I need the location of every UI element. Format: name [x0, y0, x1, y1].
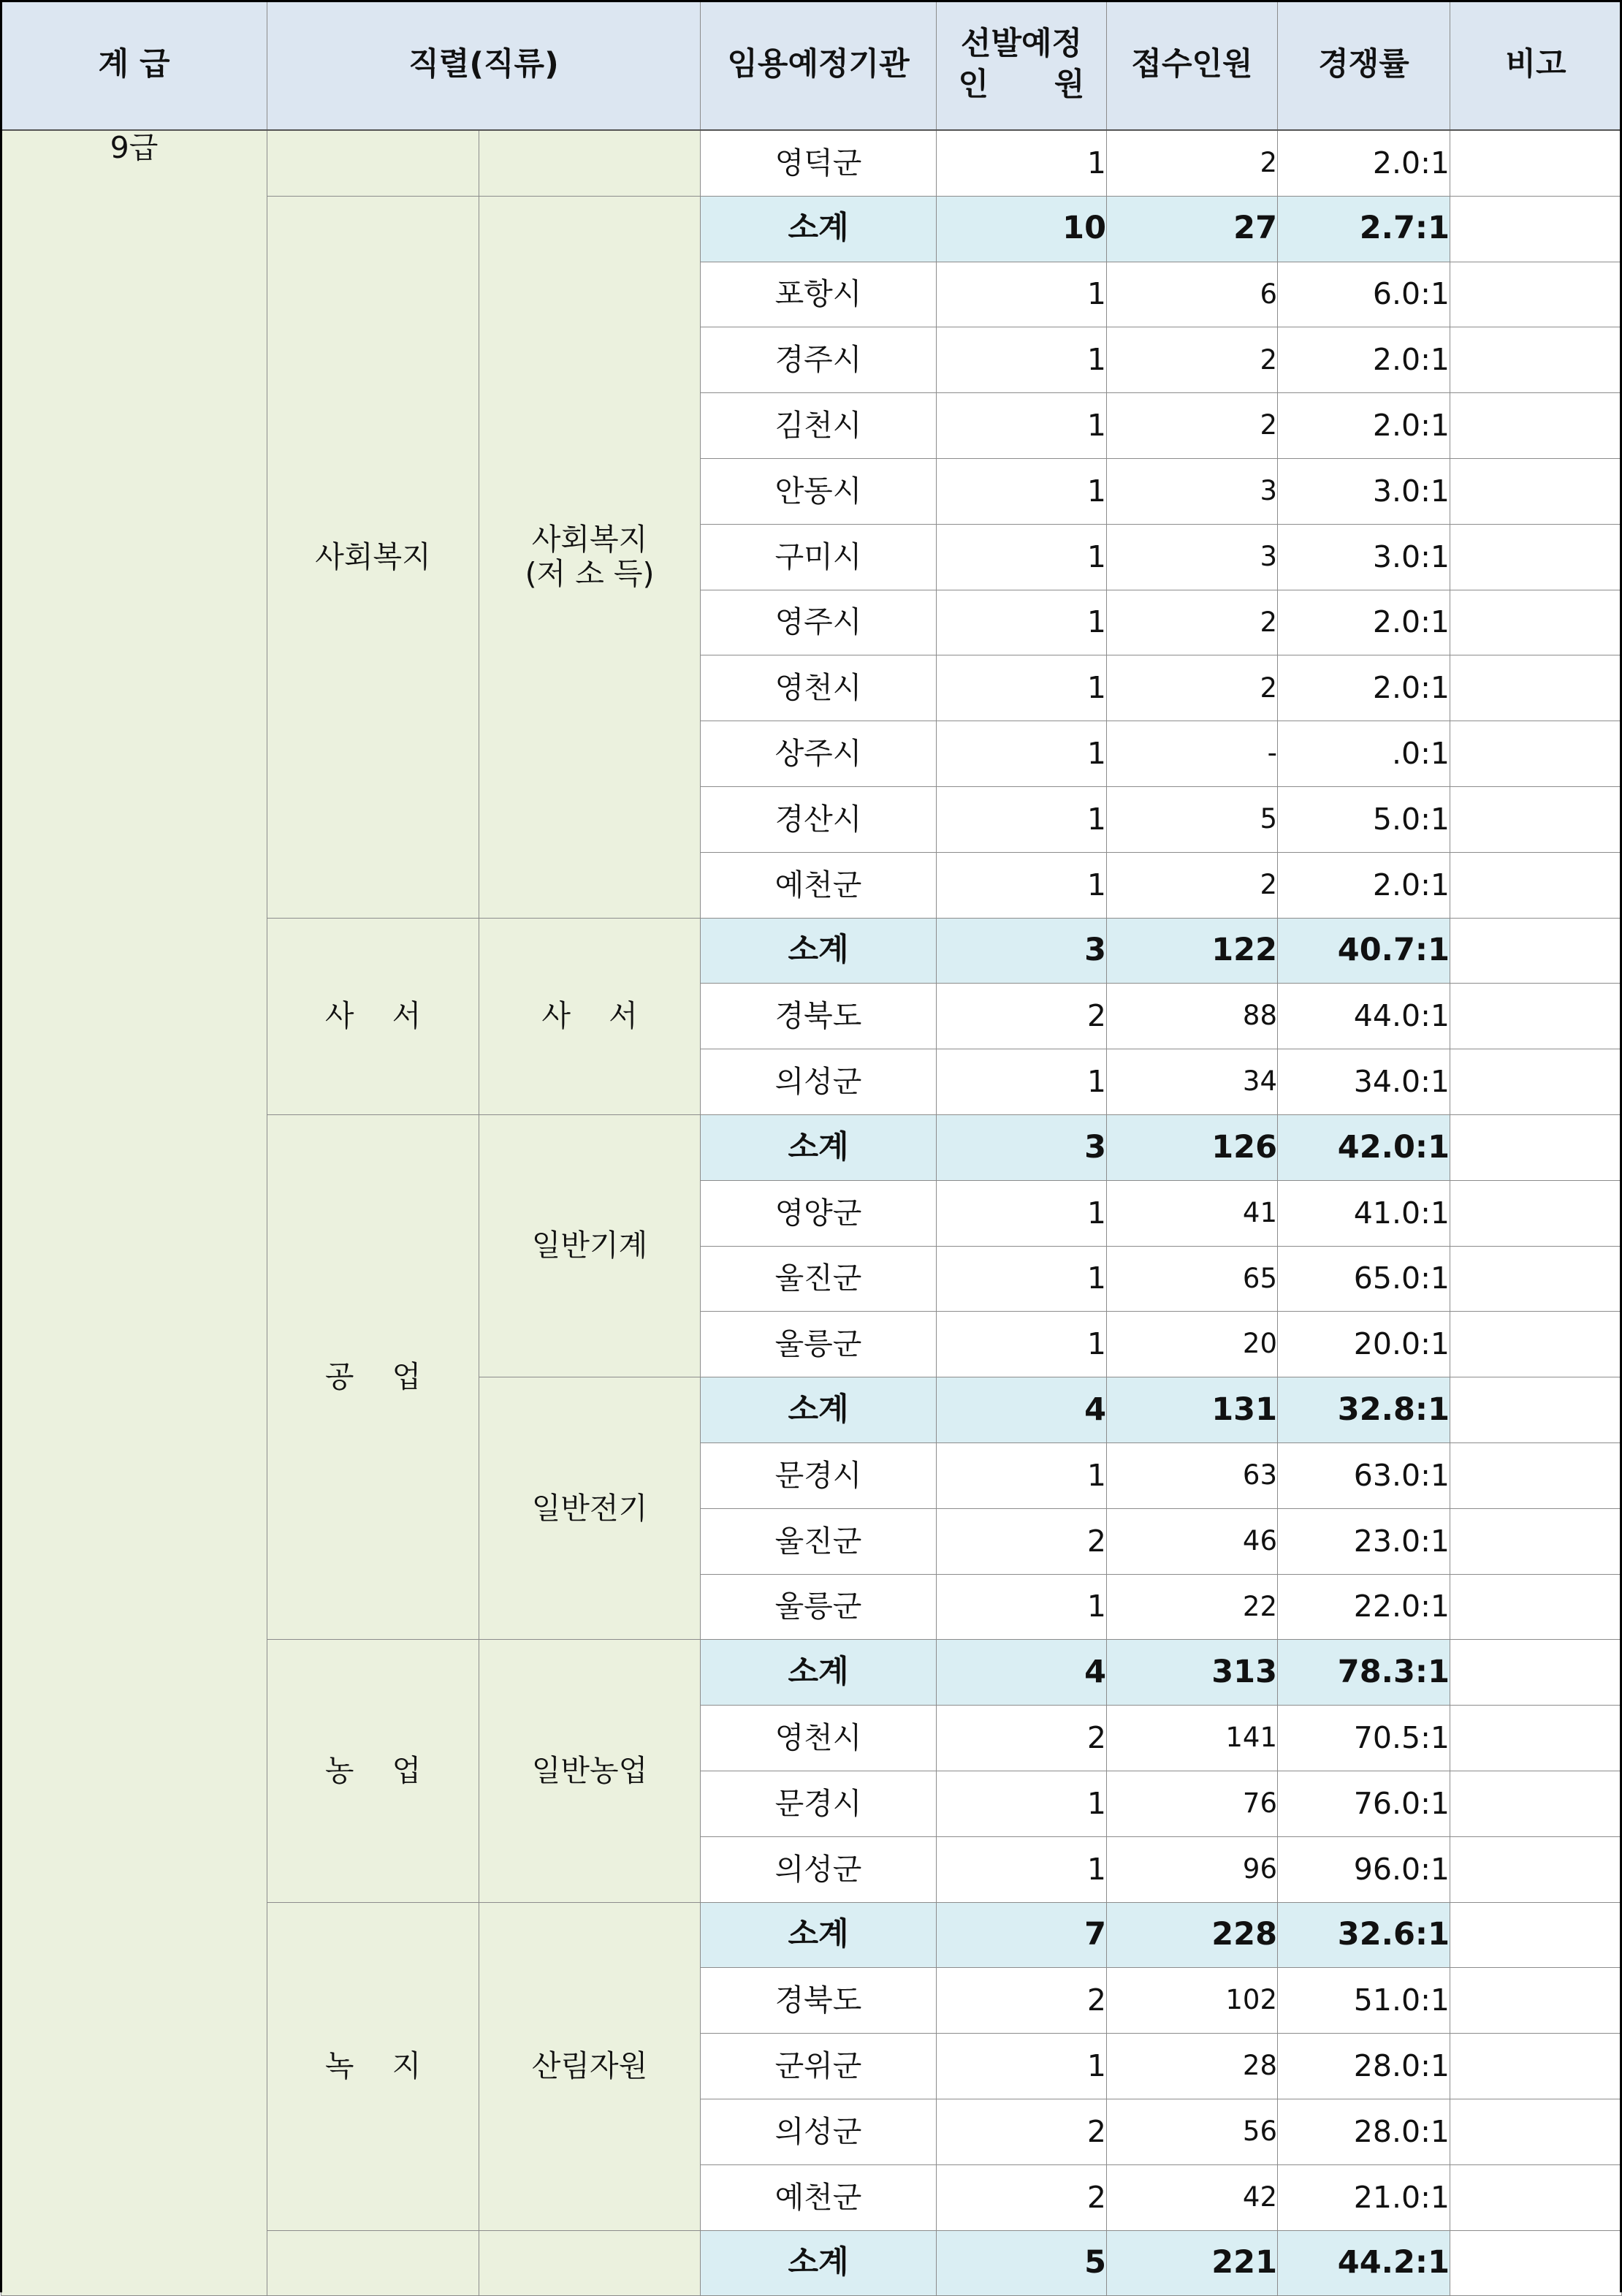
planned-cell: 10 [937, 196, 1107, 262]
applicants-cell: 96 [1107, 1836, 1278, 1902]
agency-cell: 영주시 [701, 590, 937, 655]
ratio-cell: 22.0:1 [1278, 1574, 1450, 1640]
agency-cell: 안동시 [701, 458, 937, 524]
ratio-cell: 3.0:1 [1278, 524, 1450, 590]
remarks-cell [1450, 1968, 1622, 2034]
applicants-cell: 41 [1107, 1180, 1278, 1246]
applicants-cell: 2 [1107, 130, 1278, 196]
ratio-cell: 2.0:1 [1278, 590, 1450, 655]
ratio-cell: .0:1 [1278, 721, 1450, 787]
remarks-cell [1450, 458, 1622, 524]
remarks-cell [1450, 1246, 1622, 1312]
planned-cell: 1 [937, 1180, 1107, 1246]
ratio-cell: 20.0:1 [1278, 1312, 1450, 1377]
applicants-cell: 228 [1107, 1902, 1278, 1968]
remarks-cell [1450, 918, 1622, 984]
remarks-cell [1450, 852, 1622, 918]
header-planned-line1: 선발예정 [960, 26, 1083, 63]
planned-cell: 2 [937, 1968, 1107, 2034]
ratio-cell: 41.0:1 [1278, 1180, 1450, 1246]
grade-cell: 9급 [1, 130, 267, 2296]
applicants-cell: 2 [1107, 655, 1278, 721]
remarks-cell [1450, 1312, 1622, 1377]
remarks-cell [1450, 2164, 1622, 2230]
series-industry: 공 업 [267, 1114, 479, 1639]
planned-cell: 1 [937, 1836, 1107, 1902]
ratio-cell: 28.0:1 [1278, 2034, 1450, 2099]
ratio-cell: 6.0:1 [1278, 262, 1450, 327]
planned-cell: 2 [937, 2164, 1107, 2230]
kind-agriculture: 일반농업 [479, 1640, 701, 1902]
planned-cell: 7 [937, 1902, 1107, 1968]
ratio-cell: 65.0:1 [1278, 1246, 1450, 1312]
planned-cell: 1 [937, 786, 1107, 852]
kind-cell-next [479, 2230, 701, 2296]
applicants-cell: 56 [1107, 2099, 1278, 2164]
agency-cell: 문경시 [701, 1771, 937, 1836]
ratio-cell: 2.0:1 [1278, 130, 1450, 196]
applicants-cell: 141 [1107, 1706, 1278, 1771]
header-series: 직렬(직류) [267, 1, 701, 131]
header-ratio: 경쟁률 [1278, 1, 1450, 131]
agency-cell: 경주시 [701, 327, 937, 393]
applicants-cell: 313 [1107, 1640, 1278, 1706]
ratio-cell: 2.0:1 [1278, 327, 1450, 393]
agency-cell: 소계 [701, 1902, 937, 1968]
applicants-cell: 221 [1107, 2230, 1278, 2296]
applicants-cell: 126 [1107, 1114, 1278, 1180]
series-cell-empty [267, 130, 479, 196]
agency-cell: 영천시 [701, 655, 937, 721]
remarks-cell [1450, 590, 1622, 655]
remarks-cell [1450, 1114, 1622, 1180]
planned-cell: 1 [937, 1574, 1107, 1640]
remarks-cell [1450, 1836, 1622, 1902]
remarks-cell [1450, 196, 1622, 262]
applicants-cell: 2 [1107, 327, 1278, 393]
planned-cell: 3 [937, 1114, 1107, 1180]
agency-cell: 영천시 [701, 1706, 937, 1771]
agency-cell: 의성군 [701, 1836, 937, 1902]
planned-cell: 1 [937, 262, 1107, 327]
remarks-cell [1450, 1574, 1622, 1640]
agency-cell: 예천군 [701, 2164, 937, 2230]
header-planned [937, 1, 1107, 131]
agency-cell: 경북도 [701, 984, 937, 1049]
planned-cell: 1 [937, 2034, 1107, 2099]
header-remarks: 비고 [1450, 1, 1622, 131]
agency-cell: 김천시 [701, 393, 937, 459]
remarks-cell [1450, 1706, 1622, 1771]
applicants-cell: 3 [1107, 524, 1278, 590]
planned-cell: 1 [937, 1049, 1107, 1115]
agency-cell: 예천군 [701, 852, 937, 918]
applicants-cell: 2 [1107, 852, 1278, 918]
planned-cell: 3 [937, 918, 1107, 984]
ratio-cell: 23.0:1 [1278, 1508, 1450, 1574]
remarks-cell [1450, 1377, 1622, 1443]
remarks-cell [1450, 1640, 1622, 1706]
ratio-cell: 76.0:1 [1278, 1771, 1450, 1836]
applicants-cell: 2 [1107, 393, 1278, 459]
planned-cell: 4 [937, 1377, 1107, 1443]
ratio-cell: 42.0:1 [1278, 1114, 1450, 1180]
planned-cell: 1 [937, 721, 1107, 787]
remarks-cell [1450, 1771, 1622, 1836]
header-row [1, 1, 1622, 131]
agency-cell: 영양군 [701, 1180, 937, 1246]
planned-cell: 2 [937, 984, 1107, 1049]
agency-cell: 소계 [701, 1114, 937, 1180]
remarks-cell [1450, 2230, 1622, 2296]
ratio-cell: 2.0:1 [1278, 393, 1450, 459]
header-applicants: 접수인원 [1107, 1, 1278, 131]
planned-cell: 1 [937, 458, 1107, 524]
applicants-cell: 42 [1107, 2164, 1278, 2230]
header-planned-line2: 인 원 [958, 66, 1085, 103]
ratio-cell: 28.0:1 [1278, 2099, 1450, 2164]
kind-electric: 일반전기 [479, 1377, 701, 1640]
planned-cell: 2 [937, 2099, 1107, 2164]
ratio-cell: 32.6:1 [1278, 1902, 1450, 1968]
planned-cell: 2 [937, 1508, 1107, 1574]
ratio-cell: 63.0:1 [1278, 1442, 1450, 1508]
applicants-cell: 34 [1107, 1049, 1278, 1115]
applicants-cell: 22 [1107, 1574, 1278, 1640]
remarks-cell [1450, 2034, 1622, 2099]
applicants-cell: 122 [1107, 918, 1278, 984]
applicants-cell: 65 [1107, 1246, 1278, 1312]
agency-cell: 영덕군 [701, 130, 937, 196]
ratio-cell: 32.8:1 [1278, 1377, 1450, 1443]
planned-cell: 1 [937, 590, 1107, 655]
ratio-cell: 70.5:1 [1278, 1706, 1450, 1771]
kind-forest: 산림자원 [479, 1902, 701, 2230]
applicants-cell: 28 [1107, 2034, 1278, 2099]
header-agency: 임용예정기관 [701, 1, 937, 131]
kind-librarian: 사 서 [479, 918, 701, 1114]
agency-cell: 울릉군 [701, 1574, 937, 1640]
ratio-cell: 2.0:1 [1278, 655, 1450, 721]
planned-cell: 1 [937, 1771, 1107, 1836]
agency-cell: 소계 [701, 1640, 937, 1706]
remarks-cell [1450, 1049, 1622, 1115]
agency-cell: 포항시 [701, 262, 937, 327]
kind-welfare [479, 196, 701, 918]
ratio-cell: 3.0:1 [1278, 458, 1450, 524]
recruitment-table [1, 0, 1622, 2296]
planned-cell: 1 [937, 1246, 1107, 1312]
applicants-cell: 5 [1107, 786, 1278, 852]
remarks-cell [1450, 984, 1622, 1049]
applicants-cell: 88 [1107, 984, 1278, 1049]
remarks-cell [1450, 327, 1622, 393]
remarks-cell [1450, 524, 1622, 590]
agency-cell: 구미시 [701, 524, 937, 590]
applicants-cell: 63 [1107, 1442, 1278, 1508]
planned-cell: 1 [937, 327, 1107, 393]
agency-cell: 문경시 [701, 1442, 937, 1508]
remarks-cell [1450, 1180, 1622, 1246]
agency-cell: 울릉군 [701, 1312, 937, 1377]
ratio-cell: 21.0:1 [1278, 2164, 1450, 2230]
planned-cell: 1 [937, 393, 1107, 459]
planned-cell: 5 [937, 2230, 1107, 2296]
ratio-cell: 96.0:1 [1278, 1836, 1450, 1902]
applicants-cell: 131 [1107, 1377, 1278, 1443]
kind-welfare-line1: 사회복지 [531, 522, 648, 558]
ratio-cell: 78.3:1 [1278, 1640, 1450, 1706]
series-welfare: 사회복지 [267, 196, 479, 918]
applicants-cell: 76 [1107, 1771, 1278, 1836]
planned-cell: 1 [937, 524, 1107, 590]
agency-cell: 경산시 [701, 786, 937, 852]
ratio-cell: 5.0:1 [1278, 786, 1450, 852]
agency-cell: 의성군 [701, 1049, 937, 1115]
agency-cell: 소계 [701, 196, 937, 262]
kind-cell-empty [479, 130, 701, 196]
planned-cell: 1 [937, 1442, 1107, 1508]
series-green: 녹 지 [267, 1902, 479, 2230]
applicants-cell: 46 [1107, 1508, 1278, 1574]
series-cell-next [267, 2230, 479, 2296]
applicants-cell: 3 [1107, 458, 1278, 524]
remarks-cell [1450, 786, 1622, 852]
series-librarian: 사 서 [267, 918, 479, 1114]
ratio-cell: 44.2:1 [1278, 2230, 1450, 2296]
agency-cell: 소계 [701, 2230, 937, 2296]
remarks-cell [1450, 262, 1622, 327]
planned-cell: 1 [937, 130, 1107, 196]
ratio-cell: 2.7:1 [1278, 196, 1450, 262]
ratio-cell: 2.0:1 [1278, 852, 1450, 918]
planned-cell: 1 [937, 1312, 1107, 1377]
agency-cell: 경북도 [701, 1968, 937, 2034]
series-agriculture: 농 업 [267, 1640, 479, 1902]
agency-cell: 소계 [701, 1377, 937, 1443]
agency-cell: 군위군 [701, 2034, 937, 2099]
remarks-cell [1450, 130, 1622, 196]
header-grade: 계 급 [1, 1, 267, 131]
agency-cell: 울진군 [701, 1508, 937, 1574]
remarks-cell [1450, 2099, 1622, 2164]
applicants-cell: 102 [1107, 1968, 1278, 2034]
remarks-cell [1450, 655, 1622, 721]
applicants-cell: 2 [1107, 590, 1278, 655]
kind-machine: 일반기계 [479, 1114, 701, 1377]
agency-cell: 울진군 [701, 1246, 937, 1312]
planned-cell: 1 [937, 852, 1107, 918]
remarks-cell [1450, 393, 1622, 459]
agency-cell: 소계 [701, 918, 937, 984]
remarks-cell [1450, 721, 1622, 787]
ratio-cell: 40.7:1 [1278, 918, 1450, 984]
remarks-cell [1450, 1442, 1622, 1508]
ratio-cell: 34.0:1 [1278, 1049, 1450, 1115]
agency-cell: 의성군 [701, 2099, 937, 2164]
applicants-cell: 6 [1107, 262, 1278, 327]
applicants-cell: - [1107, 721, 1278, 787]
ratio-cell: 51.0:1 [1278, 1968, 1450, 2034]
table-row [1, 130, 1622, 196]
applicants-cell: 27 [1107, 196, 1278, 262]
remarks-cell [1450, 1902, 1622, 1968]
agency-cell: 상주시 [701, 721, 937, 787]
kind-welfare-line2: (저 소 득) [525, 556, 655, 592]
ratio-cell: 44.0:1 [1278, 984, 1450, 1049]
planned-cell: 2 [937, 1706, 1107, 1771]
applicants-cell: 20 [1107, 1312, 1278, 1377]
planned-cell: 1 [937, 655, 1107, 721]
planned-cell: 4 [937, 1640, 1107, 1706]
remarks-cell [1450, 1508, 1622, 1574]
